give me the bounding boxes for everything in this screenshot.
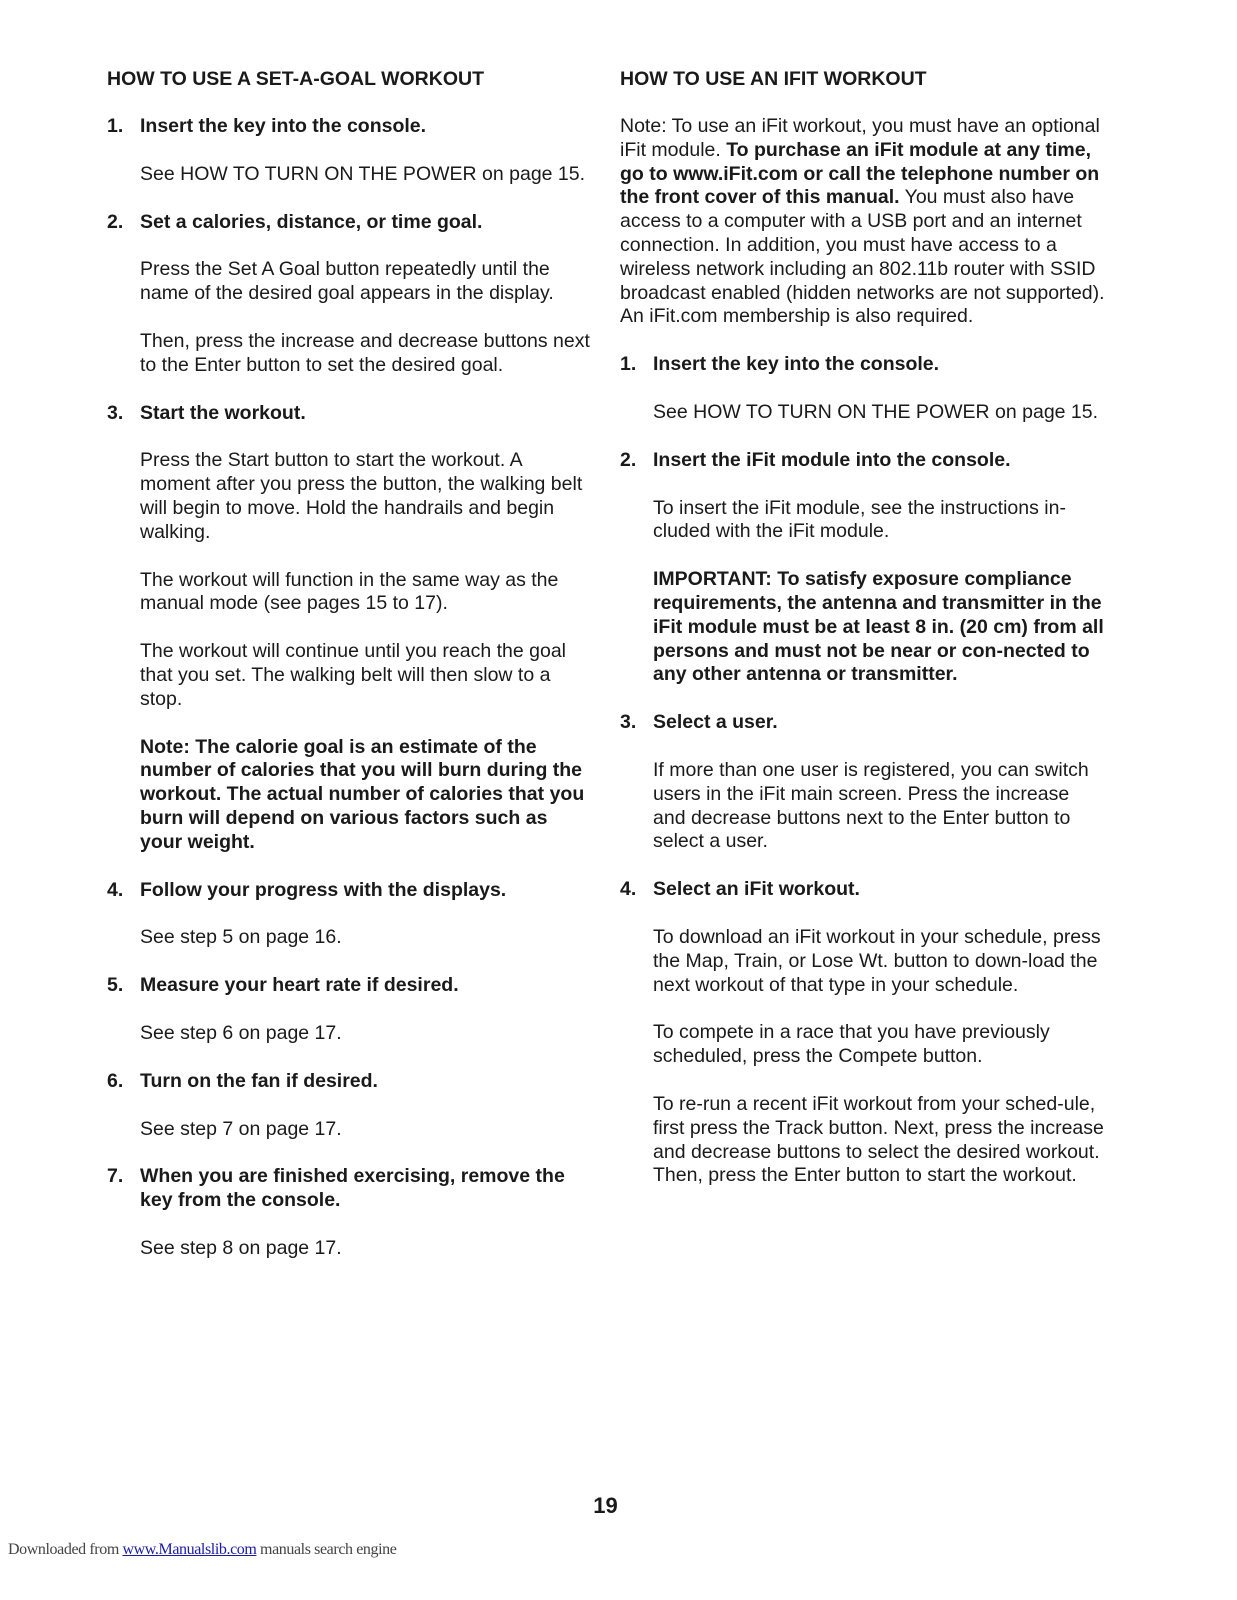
step-title: [107, 402, 595, 426]
step-paragraph: Then, press the increase and decrease buttons next to the Enter button to set the desired goal.: [140, 329, 590, 376]
step-paragraph: If more than one user is registered, you can switch users in the iFit main screen. Press the increase and decrease buttons next to the Enter button to select a user.: [653, 758, 1089, 853]
step-number: 4.: [107, 878, 124, 901]
step-number: 7.: [107, 1165, 124, 1188]
step-title-text: Insert the key into the console.: [653, 353, 940, 376]
step-number: 3.: [107, 401, 124, 424]
step-item: [107, 1070, 595, 1142]
step-number: 2.: [107, 210, 124, 233]
step-paragraph: See step 8 on page 17.: [140, 1236, 342, 1259]
step-paragraph: To re-run a recent iFit workout from your sched-ule, first press the Track button. Next, press the increase and decrease buttons to select the desired workout. Then, press the Enter button to start the workout.: [653, 1092, 1104, 1187]
step-title: [107, 211, 595, 235]
step-item: [107, 211, 595, 378]
step-item: [107, 115, 595, 187]
step-number: 3.: [620, 711, 637, 734]
footer-suffix: manuals search engine: [256, 1541, 397, 1558]
step-paragraph: See HOW TO TURN ON THE POWER on page 15.: [653, 400, 1099, 423]
step-number: 5.: [107, 974, 124, 997]
step-paragraph: Press the Set A Goal button repeatedly until the name of the desired goal appears in the display.: [140, 258, 554, 305]
step-number: 2.: [620, 448, 637, 471]
manualslib-link[interactable]: www.Manualslib.com: [122, 1541, 257, 1558]
section-heading: HOW TO USE AN IFIT WORKOUT: [620, 68, 927, 90]
step-title-text: Turn on the fan if desired.: [140, 1069, 378, 1092]
step-title-text: When you are finished exercising, remove the key from the console.: [140, 1165, 565, 1212]
step-item: [107, 974, 595, 1046]
right-column: [620, 67, 1106, 1212]
step-paragraph: To download an iFit workout in your schedule, press the Map, Train, or Lose Wt. button to down-load the next workout of that type in your schedule.: [653, 925, 1101, 996]
step-title: [620, 711, 1106, 735]
important-note: IMPORTANT: To satisfy exposure compliance requirements, the antenna and transmitter in the iFit module must be at least 8 in. (20 cm) from all persons and must not be near or con-nected to any other antenna or transmitter.: [653, 568, 1104, 686]
page-number: 19: [593, 1493, 618, 1518]
step-paragraph: The workout will function in the same way as the manual mode (see pages 15 to 17).: [140, 568, 559, 615]
step-paragraph: To compete in a race that you have previously scheduled, press the Compete button.: [653, 1021, 1050, 1068]
step-item: [620, 711, 1106, 854]
step-title-text: Measure your heart rate if desired.: [140, 974, 459, 997]
step-title: [620, 353, 1106, 377]
step-title: [107, 974, 595, 998]
step-paragraph: To insert the iFit module, see the instructions in-cluded with the iFit module.: [653, 496, 1066, 543]
step-item: [620, 878, 1106, 1188]
step-paragraph: Press the Start button to start the workout. A moment after you press the button, the walking belt will begin to move. Hold the handrails and begin walking.: [140, 449, 583, 543]
ifit-intro-note: [620, 115, 1106, 329]
intro-text-continued: You must also have access to a computer with a USB port and an internet connection. In addition, you must have access to a wireless network including an 802.11b router with SSID broadcast enabled (hidden networks are not supported). An iFit.com membership is also required.: [620, 186, 1105, 328]
step-paragraph: See step 7 on page 17.: [140, 1117, 342, 1140]
step-paragraph: See step 6 on page 17.: [140, 1021, 342, 1044]
step-number: 1.: [107, 115, 124, 137]
step-title: [107, 879, 595, 903]
step-number: 1.: [620, 353, 637, 376]
step-title-text: Select a user.: [653, 711, 778, 734]
download-footer: [8, 1541, 396, 1559]
step-paragraph: See step 5 on page 16.: [140, 926, 342, 949]
left-column: [107, 67, 595, 1285]
section-heading: HOW TO USE A SET-A-GOAL WORKOUT: [107, 68, 484, 90]
intro-text: Note: To use an iFit workout, you must have an optional iFit module.: [620, 115, 1100, 161]
step-title-text: Start the workout.: [140, 401, 306, 424]
step-item: [620, 353, 1106, 425]
step-title-text: Insert the iFit module into the console.: [653, 448, 1011, 471]
step-title-text: Insert the key into the console.: [140, 115, 427, 137]
step-title-text: Follow your progress with the displays.: [140, 878, 507, 901]
step-item: [620, 449, 1106, 687]
step-item: [107, 879, 595, 951]
step-title: [107, 1165, 595, 1213]
step-number: 4.: [620, 878, 637, 901]
step-item: [107, 402, 595, 855]
calorie-note: Note: The calorie goal is an estimate of the number of calories that you will burn during the workout. The actual number of calories that you burn will depend on various factors such as your weight.: [140, 735, 585, 853]
step-title-text: Set a calories, distance, or time goal.: [140, 210, 483, 233]
step-title-text: Select an iFit workout.: [653, 878, 860, 901]
step-title: [107, 1070, 595, 1094]
footer-prefix: Downloaded from: [8, 1541, 123, 1558]
step-paragraph: See HOW TO TURN ON THE POWER on page 15.: [140, 162, 586, 185]
step-title: [620, 449, 1106, 473]
step-number: 6.: [107, 1069, 124, 1092]
step-paragraph: The workout will continue until you reach the goal that you set. The walking belt will then slow to a stop.: [140, 640, 566, 710]
step-item: [107, 1165, 595, 1260]
step-title: [620, 878, 1106, 902]
intro-purchase-text: To purchase an iFit module at any time, go to www.iFit.com or call the telephone number on the front cover of this manual.: [620, 138, 1100, 209]
step-title: [107, 115, 595, 139]
